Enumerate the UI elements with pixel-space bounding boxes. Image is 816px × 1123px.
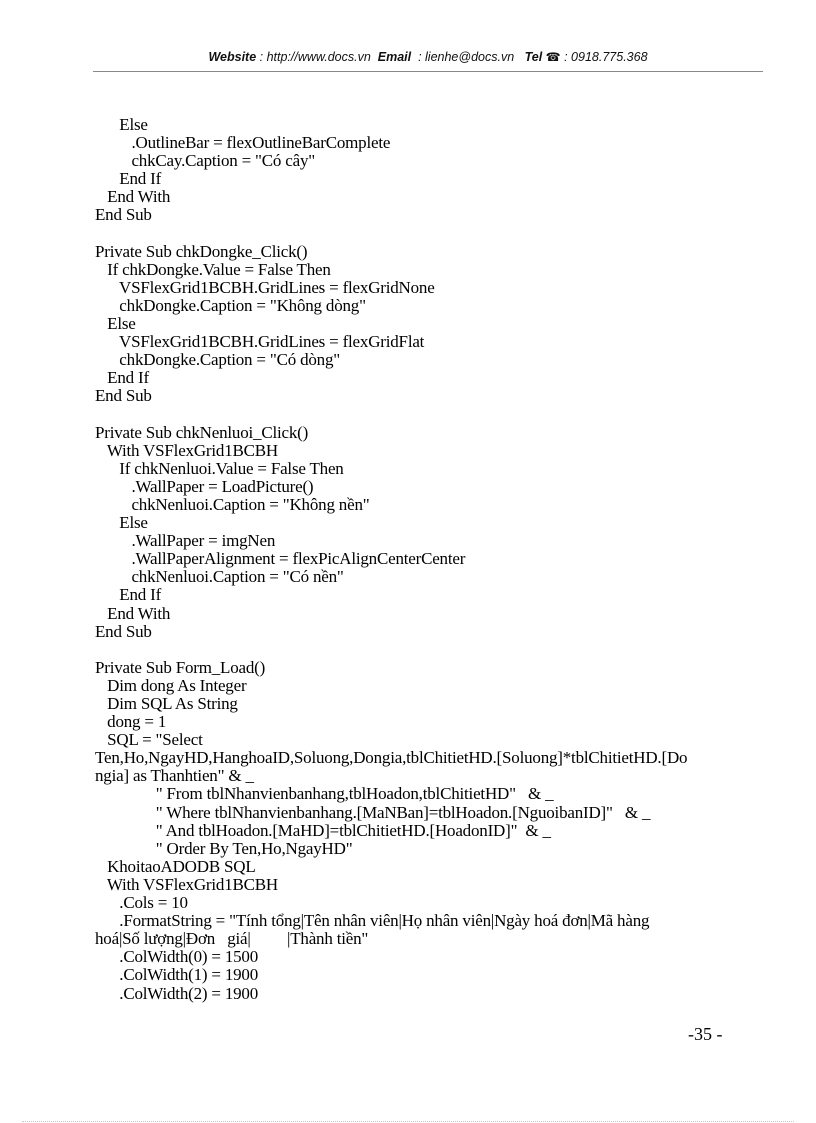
code-line: .WallPaper = LoadPicture() <box>95 476 314 496</box>
code-line: .ColWidth(2) = 1900 <box>95 983 259 1003</box>
code-line <box>95 406 750 424</box>
website-url: : http://www.docs.vn <box>259 50 371 64</box>
email-label: Email <box>377 50 412 64</box>
code-line: End If <box>95 169 162 189</box>
tel-number: : 0918.775.368 <box>564 50 648 64</box>
code-line: .FormatString = "Tính tổng|Tên nhân viên|Họ nhân viên|Ngày hoá đơn|Mã hàng <box>95 911 650 931</box>
code-line: Else <box>95 314 136 334</box>
code-line: chkDongke.Caption = "Có dòng" <box>95 350 341 370</box>
code-line <box>95 225 750 243</box>
tel-label: Tel <box>524 50 543 64</box>
footer-divider <box>22 1121 794 1122</box>
code-line: Dim SQL As String <box>95 694 238 713</box>
code-line: chkDongke.Caption = "Không dòng" <box>95 295 366 315</box>
code-line: .ColWidth(1) = 1900 <box>95 965 259 985</box>
code-line: End With <box>95 187 171 207</box>
code-line: End Sub <box>95 621 152 641</box>
code-line: " Order By Ten,Ho,NgayHD" <box>95 838 353 858</box>
code-line: VSFlexGrid1BCBH.GridLines = flexGridFlat <box>95 332 425 352</box>
code-line: End Sub <box>95 205 152 225</box>
code-line: VSFlexGrid1BCBH.GridLines = flexGridNone <box>95 277 435 297</box>
code-line: Dim dong As Integer <box>95 675 247 695</box>
code-line: " And tblHoadon.[MaHD]=tblChitietHD.[HoadonID]" & _ <box>95 820 551 840</box>
code-line: chkNenluoi.Caption = "Có nền" <box>95 567 344 587</box>
code-line: .OutlineBar = flexOutlineBarComplete <box>95 133 391 153</box>
code-line: End If <box>95 368 149 388</box>
code-line: Private Sub Form_Load() <box>95 657 266 677</box>
code-line: End Sub <box>95 386 152 406</box>
code-line: Ten,Ho,NgayHD,HanghoaID,Soluong,Dongia,tblChitietHD.[Soluong]*tblChitietHD.[Do <box>95 748 688 768</box>
code-line: " From tblNhanvienbanhang,tblHoadon,tblChitietHD" & _ <box>95 784 554 804</box>
code-line: .Cols = 10 <box>95 893 188 913</box>
code-line: chkCay.Caption = "Có cây" <box>95 151 316 171</box>
code-line: If chkDongke.Value = False Then <box>95 259 331 279</box>
header-divider <box>93 71 763 72</box>
website-label: Website <box>208 50 257 64</box>
code-line: Private Sub chkDongke_Click() <box>95 241 308 261</box>
code-listing <box>95 116 750 1003</box>
code-line: .ColWidth(0) = 1500 <box>95 947 259 967</box>
code-line: " Where tblNhanvienbanhang.[MaNBan]=tblHoadon.[NguoibanID]" & _ <box>95 802 651 822</box>
code-line: dong = 1 <box>95 712 167 732</box>
code-line: KhoitaoADODB SQL <box>95 856 256 876</box>
code-line: If chkNenluoi.Value = False Then <box>95 458 344 478</box>
code-line: ngia] as Thanhtien" & _ <box>95 766 254 786</box>
page-number: -35 - <box>688 1024 723 1044</box>
code-line: With VSFlexGrid1BCBH <box>95 874 279 894</box>
page-header <box>93 50 763 64</box>
code-line: .WallPaper = imgNen <box>95 531 276 551</box>
code-line: Else <box>95 115 148 134</box>
code-line: hoá|Số lượng|Đơn giá| |Thành tiền" <box>95 929 369 949</box>
code-line: Else <box>95 513 148 533</box>
code-line: With VSFlexGrid1BCBH <box>95 440 279 460</box>
code-line <box>95 641 750 659</box>
code-line: End With <box>95 603 171 623</box>
code-line: chkNenluoi.Caption = "Không nền" <box>95 494 370 514</box>
code-line: End If <box>95 585 162 605</box>
code-line: Private Sub chkNenluoi_Click() <box>95 422 309 442</box>
phone-icon: ☎ <box>545 50 561 64</box>
code-line: SQL = "Select <box>95 730 203 750</box>
email-address: : lienhe@docs.vn <box>418 50 515 64</box>
code-line: .WallPaperAlignment = flexPicAlignCenterCenter <box>95 549 466 569</box>
